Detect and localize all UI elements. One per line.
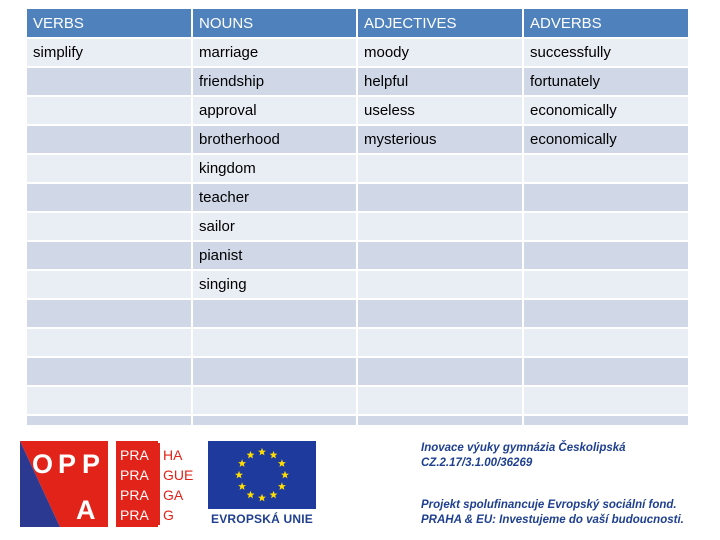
eu-label: EVROPSKÁ UNIE — [211, 512, 313, 526]
cell-adjectives: helpful — [357, 67, 523, 96]
cell-verbs — [27, 270, 192, 299]
cell-adjectives — [357, 357, 523, 386]
header-nouns: NOUNS — [192, 9, 357, 38]
cell-nouns: approval — [192, 96, 357, 125]
cell-nouns — [192, 357, 357, 386]
oppa-letter-a: A — [76, 495, 96, 525]
cell-verbs — [27, 212, 192, 241]
table-row — [27, 328, 689, 357]
project-name: Inovace výuky gymnázia Českolipská — [421, 442, 626, 454]
cell-adjectives — [357, 154, 523, 183]
cell-adjectives — [357, 299, 523, 328]
table-row — [27, 212, 689, 241]
praha-left-4: PRA — [120, 507, 149, 523]
cell-adverbs — [523, 415, 689, 425]
cell-adverbs: successfully — [523, 38, 689, 67]
cell-verbs — [27, 183, 192, 212]
cell-verbs — [27, 154, 192, 183]
funding-info — [421, 498, 684, 528]
cell-adverbs — [523, 154, 689, 183]
praha-logo — [116, 441, 202, 527]
cell-verbs — [27, 67, 192, 96]
cell-nouns: teacher — [192, 183, 357, 212]
header-adjectives: ADJECTIVES — [357, 9, 523, 38]
cell-adverbs — [523, 212, 689, 241]
cell-adverbs: economically — [523, 96, 689, 125]
cell-verbs — [27, 96, 192, 125]
funding-statement: Projekt spolufinancuje Evropský sociální fond. — [421, 499, 677, 511]
vocabulary-table — [27, 9, 689, 425]
cell-verbs: simplify — [27, 38, 192, 67]
cell-adjectives — [357, 328, 523, 357]
oppa-logo — [20, 441, 108, 527]
table-row — [27, 299, 689, 328]
praha-right-3: GA — [163, 487, 184, 503]
cell-nouns: marriage — [192, 38, 357, 67]
funding-motto: PRAHA & EU: Investujeme do vaší budoucnosti. — [421, 514, 684, 526]
table-body — [27, 38, 689, 425]
cell-verbs — [27, 357, 192, 386]
oppa-letter-p1: P — [58, 449, 77, 479]
cell-nouns: pianist — [192, 241, 357, 270]
cell-adverbs — [523, 241, 689, 270]
table-header-row — [27, 9, 689, 38]
cell-adverbs — [523, 183, 689, 212]
cell-adverbs — [523, 328, 689, 357]
header-adverbs: ADVERBS — [523, 9, 689, 38]
cell-adverbs — [523, 386, 689, 415]
cell-adverbs — [523, 270, 689, 299]
table-row — [27, 96, 689, 125]
cell-adverbs — [523, 357, 689, 386]
project-code: CZ.2.17/3.1.00/36269 — [421, 457, 533, 469]
cell-adjectives — [357, 386, 523, 415]
table-row — [27, 125, 689, 154]
cell-verbs — [27, 299, 192, 328]
table-row — [27, 357, 689, 386]
table-row — [27, 415, 689, 425]
praha-left-3: PRA — [120, 487, 149, 503]
header-verbs: VERBS — [27, 9, 192, 38]
cell-nouns — [192, 415, 357, 425]
cell-adverbs: economically — [523, 125, 689, 154]
cell-adjectives — [357, 270, 523, 299]
cell-verbs — [27, 415, 192, 425]
cell-adjectives: moody — [357, 38, 523, 67]
cell-adjectives — [357, 183, 523, 212]
cell-adverbs — [523, 299, 689, 328]
cell-nouns — [192, 299, 357, 328]
cell-adjectives: mysterious — [357, 125, 523, 154]
table-row — [27, 241, 689, 270]
cell-adjectives — [357, 212, 523, 241]
table-row — [27, 67, 689, 96]
cell-verbs — [27, 386, 192, 415]
praha-right-1: HA — [163, 447, 183, 463]
table-row — [27, 183, 689, 212]
cell-nouns: friendship — [192, 67, 357, 96]
cell-nouns: sailor — [192, 212, 357, 241]
cell-adjectives — [357, 415, 523, 425]
praha-left-1: PRA — [120, 447, 149, 463]
cell-nouns: brotherhood — [192, 125, 357, 154]
table-row — [27, 270, 689, 299]
cell-adverbs: fortunately — [523, 67, 689, 96]
cell-adjectives: useless — [357, 96, 523, 125]
praha-right-4: G — [163, 507, 174, 523]
cell-verbs — [27, 125, 192, 154]
oppa-letter-p2: P — [82, 449, 101, 479]
cell-adjectives — [357, 241, 523, 270]
praha-right-2: GUE — [163, 467, 194, 483]
cell-nouns: singing — [192, 270, 357, 299]
cell-verbs — [27, 241, 192, 270]
cell-nouns: kingdom — [192, 154, 357, 183]
cell-nouns — [192, 386, 357, 415]
table-row — [27, 154, 689, 183]
table-row — [27, 386, 689, 415]
oppa-letter-o: O — [32, 449, 54, 479]
cell-verbs — [27, 328, 192, 357]
praha-left-2: PRA — [120, 467, 149, 483]
cell-nouns — [192, 328, 357, 357]
project-info — [421, 441, 626, 471]
table-row — [27, 38, 689, 67]
